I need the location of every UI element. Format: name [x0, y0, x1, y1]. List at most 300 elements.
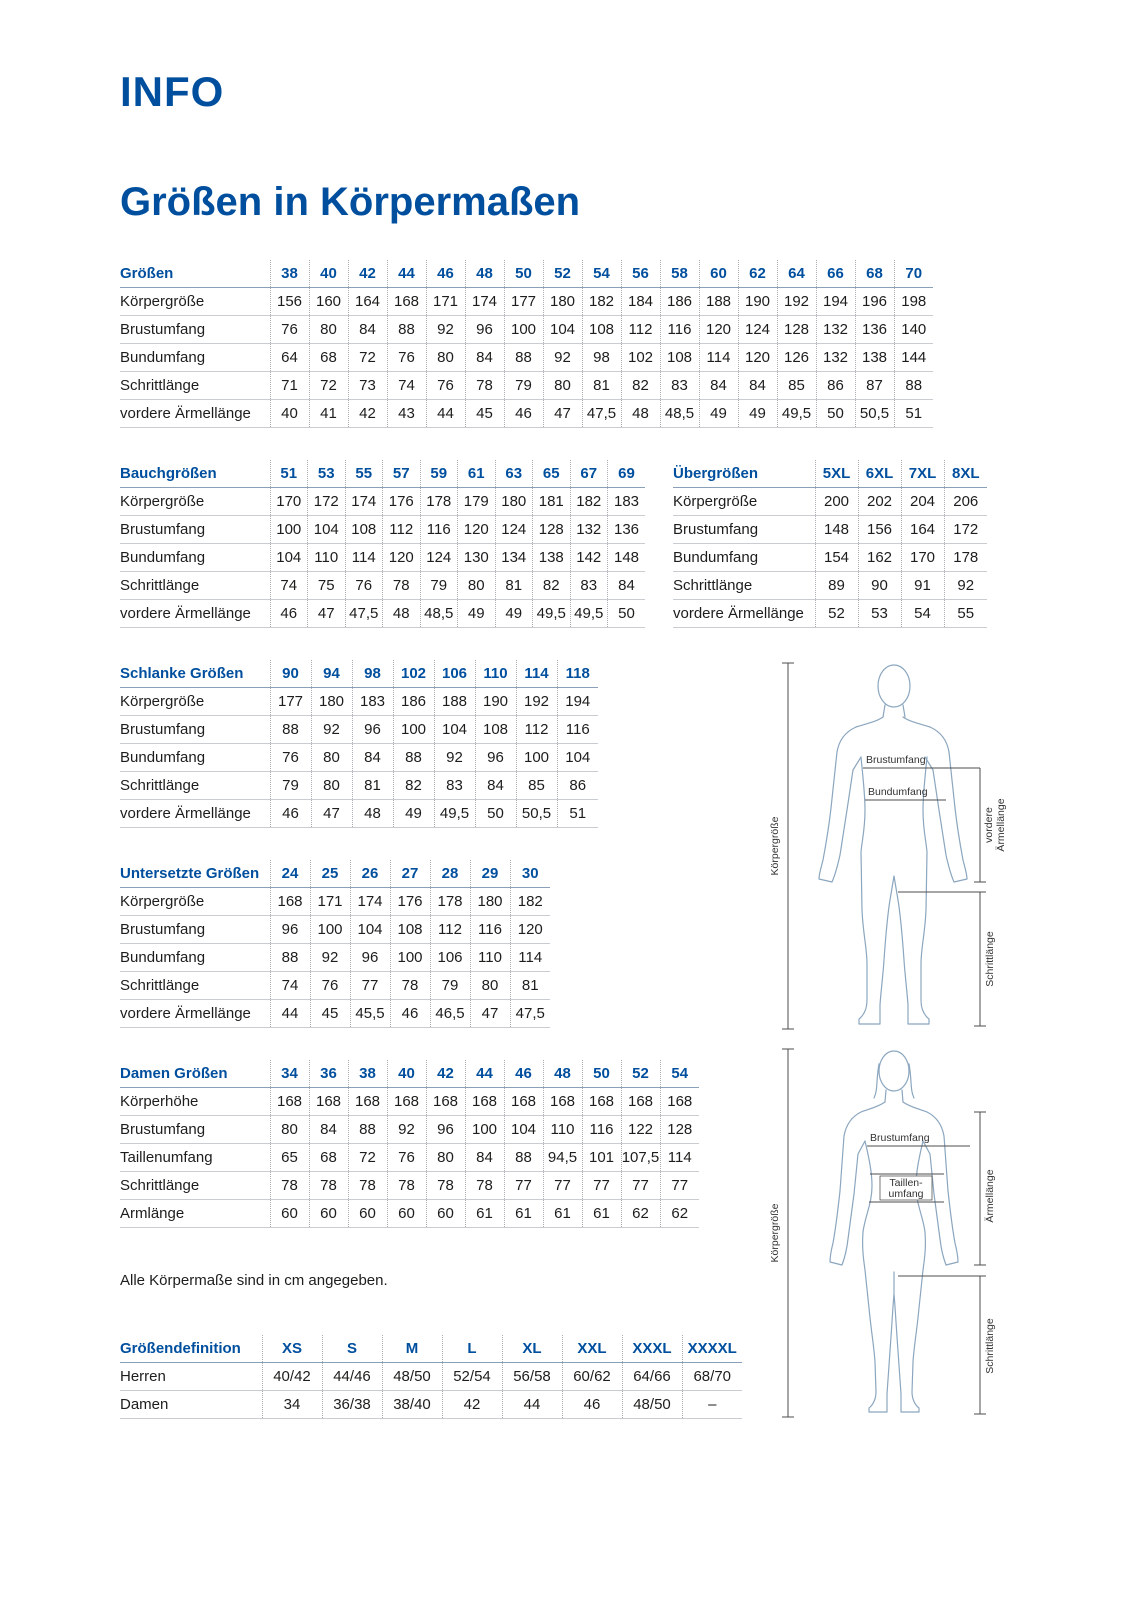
cell-value: 88 [894, 372, 933, 400]
cell-value: 71 [270, 372, 309, 400]
column-header: 38 [270, 260, 309, 288]
cell-value: 84 [475, 772, 516, 800]
cell-value: 104 [350, 916, 390, 944]
groessendefinition-table-section [120, 1335, 760, 1419]
cell-value: 98 [582, 344, 621, 372]
cell-value: 44 [426, 400, 465, 428]
table-row [120, 1391, 742, 1419]
lower-section [120, 660, 1091, 1420]
cell-value: 80 [270, 1116, 309, 1144]
cell-value: 108 [475, 716, 516, 744]
cell-value: 78 [465, 372, 504, 400]
cell-value: 80 [470, 972, 510, 1000]
cell-value: 82 [533, 572, 571, 600]
row-label: Schrittlänge [120, 777, 200, 795]
cell-value: 46 [562, 1391, 622, 1419]
untersetzt-table [120, 860, 550, 1028]
table-header-row [120, 1060, 699, 1088]
cell-value: 84 [465, 344, 504, 372]
cell-value: 49,5 [570, 600, 608, 628]
cell-value: 132 [816, 316, 855, 344]
cell-value: 138 [855, 344, 894, 372]
cell-value: 179 [458, 488, 496, 516]
cell-value: 104 [434, 716, 475, 744]
cell-value: 52 [815, 600, 858, 628]
cell-value: 92 [310, 944, 350, 972]
table-row [673, 488, 987, 516]
cell-value: 76 [270, 316, 309, 344]
cell-value: 101 [582, 1144, 621, 1172]
cell-value: 134 [495, 544, 533, 572]
table-header-row [120, 860, 550, 888]
cell-value: 168 [465, 1088, 504, 1116]
cell-value: 64/66 [622, 1363, 682, 1391]
column-header: 58 [660, 260, 699, 288]
column-header: 67 [570, 460, 608, 488]
cell-value: 46 [390, 1000, 430, 1028]
cell-value: 182 [582, 288, 621, 316]
cell-value: 60 [309, 1200, 348, 1228]
row-label: Schrittlänge [673, 577, 753, 595]
table-title: Damen Größen [120, 1065, 228, 1083]
cell-value: 52/54 [442, 1363, 502, 1391]
cell-value: 78 [426, 1172, 465, 1200]
row-label: Damen [120, 1396, 169, 1414]
cell-value: 45 [310, 1000, 350, 1028]
table-row [120, 972, 550, 1000]
column-header: 110 [475, 660, 516, 688]
cell-value: 78 [387, 1172, 426, 1200]
cell-value: 72 [348, 344, 387, 372]
column-header: 62 [738, 260, 777, 288]
female-inseam-label: Schrittlänge [984, 1318, 996, 1374]
cell-value: 83 [660, 372, 699, 400]
female-figure-diagram [766, 1046, 1012, 1420]
cell-value: 136 [855, 316, 894, 344]
bauch-table [120, 460, 645, 628]
column-header: 65 [533, 460, 571, 488]
cell-value: 122 [621, 1116, 660, 1144]
cell-value: 87 [855, 372, 894, 400]
info-heading: INFO [120, 68, 225, 115]
cell-value: 114 [660, 1144, 699, 1172]
column-header: 55 [345, 460, 383, 488]
cell-value: 104 [270, 544, 308, 572]
cell-value: 171 [310, 888, 350, 916]
table-title: Schlanke Größen [120, 665, 244, 683]
male-sleeve-label-line1: vordere [983, 807, 995, 843]
untersetzte-groessen-table-section [120, 860, 760, 1028]
column-header: 57 [383, 460, 421, 488]
row-label: vordere Ärmellänge [120, 805, 251, 823]
cell-value: 74 [270, 572, 308, 600]
table-row [120, 688, 598, 716]
cell-value: 172 [944, 516, 987, 544]
column-header: 7XL [901, 460, 944, 488]
row-label: vordere Ärmellänge [673, 605, 804, 623]
cell-value: 77 [350, 972, 390, 1000]
cell-value: 40/42 [262, 1363, 322, 1391]
cell-value: 44 [270, 1000, 310, 1028]
cell-value: 170 [901, 544, 944, 572]
cell-value: 82 [621, 372, 660, 400]
cell-value: 50 [475, 800, 516, 828]
column-header: 50 [504, 260, 543, 288]
table-row [120, 888, 550, 916]
cell-value: 100 [465, 1116, 504, 1144]
cell-value: 114 [345, 544, 383, 572]
cell-value: 116 [470, 916, 510, 944]
cell-value: 50,5 [855, 400, 894, 428]
column-header: 69 [608, 460, 646, 488]
cell-value: 177 [270, 688, 311, 716]
cell-value: 80 [426, 1144, 465, 1172]
cell-value: 88 [270, 944, 310, 972]
column-header: S [322, 1335, 382, 1363]
cell-value: 77 [543, 1172, 582, 1200]
damen-table [120, 1060, 699, 1228]
column-header: 26 [350, 860, 390, 888]
column-header: 40 [387, 1060, 426, 1088]
cell-value: 41 [309, 400, 348, 428]
column-header: 42 [426, 1060, 465, 1088]
male-figure-diagram [766, 660, 1012, 1032]
female-waist-label-line1: Taillen- [889, 1177, 923, 1190]
table-row [120, 800, 598, 828]
column-header: 5XL [815, 460, 858, 488]
cell-value: 120 [699, 316, 738, 344]
cell-value: 124 [495, 516, 533, 544]
table-row [120, 944, 550, 972]
cell-value: 190 [738, 288, 777, 316]
cell-value: 116 [420, 516, 458, 544]
table-row [120, 1363, 742, 1391]
cell-value: 110 [470, 944, 510, 972]
cell-value: 112 [516, 716, 557, 744]
cell-value: 170 [270, 488, 308, 516]
table-title: Bauchgrößen [120, 465, 217, 483]
cell-value: 142 [570, 544, 608, 572]
cell-value: 76 [345, 572, 383, 600]
male-measure-lines [782, 663, 986, 1029]
cell-value: 96 [352, 716, 393, 744]
table-title: Übergrößen [673, 465, 759, 483]
cell-value: 84 [309, 1116, 348, 1144]
column-header: 70 [894, 260, 933, 288]
row-label: Körperhöhe [120, 1093, 199, 1111]
cell-value: 38/40 [382, 1391, 442, 1419]
column-header: 61 [458, 460, 496, 488]
cell-value: 81 [495, 572, 533, 600]
cell-value: 181 [533, 488, 571, 516]
table-title: Größen [120, 265, 174, 283]
cell-value: 104 [557, 744, 598, 772]
cell-value: 124 [738, 316, 777, 344]
cell-value: 138 [533, 544, 571, 572]
cell-value: 96 [350, 944, 390, 972]
column-header: XXXL [622, 1335, 682, 1363]
cell-value: 114 [699, 344, 738, 372]
female-chest-label: Brustumfang [870, 1132, 930, 1145]
column-header: 102 [393, 660, 434, 688]
cell-value: 80 [311, 744, 352, 772]
column-header: 90 [270, 660, 311, 688]
cell-value: 120 [738, 344, 777, 372]
table-row [673, 572, 987, 600]
cell-value: 76 [426, 372, 465, 400]
cell-value: 200 [815, 488, 858, 516]
cell-value: 55 [944, 600, 987, 628]
table-row [120, 744, 598, 772]
cell-value: 61 [582, 1200, 621, 1228]
cell-value: 48 [383, 600, 421, 628]
cell-value: 148 [608, 544, 646, 572]
cell-value: 168 [387, 288, 426, 316]
cell-value: 76 [387, 344, 426, 372]
cell-value: 74 [387, 372, 426, 400]
table-row [120, 488, 645, 516]
cell-value: 136 [608, 516, 646, 544]
row-label: Schrittlänge [120, 1177, 200, 1195]
row-label: Körpergröße [120, 693, 205, 711]
cell-value: 51 [894, 400, 933, 428]
female-body-outline [830, 1051, 958, 1412]
cell-value: 168 [582, 1088, 621, 1116]
cell-value: 180 [311, 688, 352, 716]
cell-value: 154 [815, 544, 858, 572]
column-header: 56 [621, 260, 660, 288]
cell-value: 51 [557, 800, 598, 828]
row-label: Schrittlänge [120, 977, 200, 995]
cell-value: 168 [270, 1088, 309, 1116]
male-chest-label: Brustumfang [866, 754, 926, 767]
female-height-label: Körpergröße [769, 1203, 781, 1263]
row-label: Brustumfang [673, 521, 759, 539]
column-header: 94 [311, 660, 352, 688]
cell-value: 202 [858, 488, 901, 516]
column-header: 29 [470, 860, 510, 888]
cell-value: 78 [348, 1172, 387, 1200]
uebergroessen-table-section [673, 460, 987, 628]
column-header: 44 [387, 260, 426, 288]
cell-value: 168 [543, 1088, 582, 1116]
cell-value: 186 [660, 288, 699, 316]
cell-value: 43 [387, 400, 426, 428]
row-label: Taillenumfang [120, 1149, 213, 1167]
cell-value: 48 [352, 800, 393, 828]
cell-value: 65 [270, 1144, 309, 1172]
column-header: L [442, 1335, 502, 1363]
cell-value: 182 [510, 888, 550, 916]
cell-value: 120 [383, 544, 421, 572]
row-label: Körpergröße [120, 893, 205, 911]
cell-value: 89 [815, 572, 858, 600]
cell-value: 160 [309, 288, 348, 316]
cell-value: 62 [660, 1200, 699, 1228]
cell-value: 73 [348, 372, 387, 400]
cell-value: 174 [345, 488, 383, 516]
cell-value: 184 [621, 288, 660, 316]
column-header: 52 [621, 1060, 660, 1088]
units-note: Alle Körpermaße sind in cm angegeben. [120, 1272, 388, 1290]
column-header: 52 [543, 260, 582, 288]
cell-value: 108 [345, 516, 383, 544]
cell-value: – [682, 1391, 742, 1419]
table-row [120, 916, 550, 944]
cell-value: 44 [502, 1391, 562, 1419]
column-header: XS [262, 1335, 322, 1363]
column-header: 34 [270, 1060, 309, 1088]
cell-value: 50 [608, 600, 646, 628]
cell-value: 49 [458, 600, 496, 628]
cell-value: 60 [348, 1200, 387, 1228]
table-row [120, 344, 933, 372]
cell-value: 108 [390, 916, 430, 944]
cell-value: 85 [516, 772, 557, 800]
column-header: XXXXL [682, 1335, 742, 1363]
cell-value: 112 [430, 916, 470, 944]
male-measure-labels [769, 754, 1007, 987]
cell-value: 77 [504, 1172, 543, 1200]
cell-value: 61 [504, 1200, 543, 1228]
row-label: Körpergröße [673, 493, 758, 511]
cell-value: 47 [543, 400, 582, 428]
cell-value: 81 [510, 972, 550, 1000]
cell-value: 192 [777, 288, 816, 316]
cell-value: 178 [430, 888, 470, 916]
cell-value: 45,5 [350, 1000, 390, 1028]
table-row [120, 1088, 699, 1116]
cell-value: 174 [350, 888, 390, 916]
cell-value: 84 [465, 1144, 504, 1172]
column-header: 25 [310, 860, 350, 888]
cell-value: 77 [582, 1172, 621, 1200]
cell-value: 79 [504, 372, 543, 400]
cell-value: 192 [516, 688, 557, 716]
cell-value: 68 [309, 1144, 348, 1172]
cell-value: 78 [465, 1172, 504, 1200]
cell-value: 116 [660, 316, 699, 344]
male-height-label: Körpergröße [769, 816, 781, 876]
cell-value: 47,5 [582, 400, 621, 428]
cell-value: 80 [543, 372, 582, 400]
cell-value: 84 [348, 316, 387, 344]
cell-value: 45 [465, 400, 504, 428]
cell-value: 96 [270, 916, 310, 944]
cell-value: 91 [901, 572, 944, 600]
table-row [120, 288, 933, 316]
cell-value: 88 [393, 744, 434, 772]
schlanke-groessen-table-section [120, 660, 760, 828]
column-header: 51 [270, 460, 308, 488]
row-label: Bundumfang [673, 549, 759, 567]
column-header: 24 [270, 860, 310, 888]
row-label: Körpergröße [120, 293, 205, 311]
cell-value: 53 [858, 600, 901, 628]
cell-value: 76 [387, 1144, 426, 1172]
cell-value: 79 [430, 972, 470, 1000]
cell-value: 162 [858, 544, 901, 572]
cell-value: 168 [621, 1088, 660, 1116]
column-header: 68 [855, 260, 894, 288]
male-inseam-label: Schrittlänge [984, 931, 996, 987]
cell-value: 80 [309, 316, 348, 344]
column-header: 54 [582, 260, 621, 288]
cell-value: 110 [308, 544, 346, 572]
cell-value: 50 [816, 400, 855, 428]
cell-value: 156 [858, 516, 901, 544]
cell-value: 47 [308, 600, 346, 628]
table-header-row [120, 660, 598, 688]
figure-diagrams-column [766, 660, 1012, 1420]
cell-value: 126 [777, 344, 816, 372]
table-row [120, 716, 598, 744]
cell-value: 88 [504, 1144, 543, 1172]
cell-value: 182 [570, 488, 608, 516]
column-header: 27 [390, 860, 430, 888]
cell-value: 81 [582, 372, 621, 400]
cell-value: 64 [270, 344, 309, 372]
cell-value: 108 [582, 316, 621, 344]
cell-value: 79 [420, 572, 458, 600]
table-row [673, 516, 987, 544]
cell-value: 61 [465, 1200, 504, 1228]
cell-value: 77 [660, 1172, 699, 1200]
cell-value: 183 [352, 688, 393, 716]
cell-value: 104 [308, 516, 346, 544]
row-label: Brustumfang [120, 321, 206, 339]
cell-value: 180 [495, 488, 533, 516]
cell-value: 77 [621, 1172, 660, 1200]
cell-value: 92 [311, 716, 352, 744]
cell-value: 46 [504, 400, 543, 428]
row-label: Armlänge [120, 1205, 185, 1223]
cell-value: 86 [557, 772, 598, 800]
cell-value: 49,5 [533, 600, 571, 628]
ueber-table [673, 460, 987, 628]
cell-value: 88 [270, 716, 311, 744]
cell-value: 49 [738, 400, 777, 428]
table-row [120, 516, 645, 544]
cell-value: 171 [426, 288, 465, 316]
column-header: 53 [308, 460, 346, 488]
cell-value: 44/46 [322, 1363, 382, 1391]
column-header: 54 [660, 1060, 699, 1088]
table-row [120, 572, 645, 600]
table-title: Untersetzte Größen [120, 865, 260, 883]
cell-value: 188 [434, 688, 475, 716]
cell-value: 83 [570, 572, 608, 600]
cell-value: 168 [270, 888, 310, 916]
cell-value: 186 [393, 688, 434, 716]
column-header: XXL [562, 1335, 622, 1363]
cell-value: 204 [901, 488, 944, 516]
cell-value: 168 [309, 1088, 348, 1116]
column-header: M [382, 1335, 442, 1363]
cell-value: 47 [311, 800, 352, 828]
cell-value: 76 [270, 744, 311, 772]
cell-value: 168 [426, 1088, 465, 1116]
cell-value: 128 [777, 316, 816, 344]
cell-value: 79 [270, 772, 311, 800]
cell-value: 164 [901, 516, 944, 544]
cell-value: 164 [348, 288, 387, 316]
row-label: vordere Ärmellänge [120, 405, 251, 423]
cell-value: 36/38 [322, 1391, 382, 1419]
table-row [120, 400, 933, 428]
cell-value: 188 [699, 288, 738, 316]
column-header: 98 [352, 660, 393, 688]
